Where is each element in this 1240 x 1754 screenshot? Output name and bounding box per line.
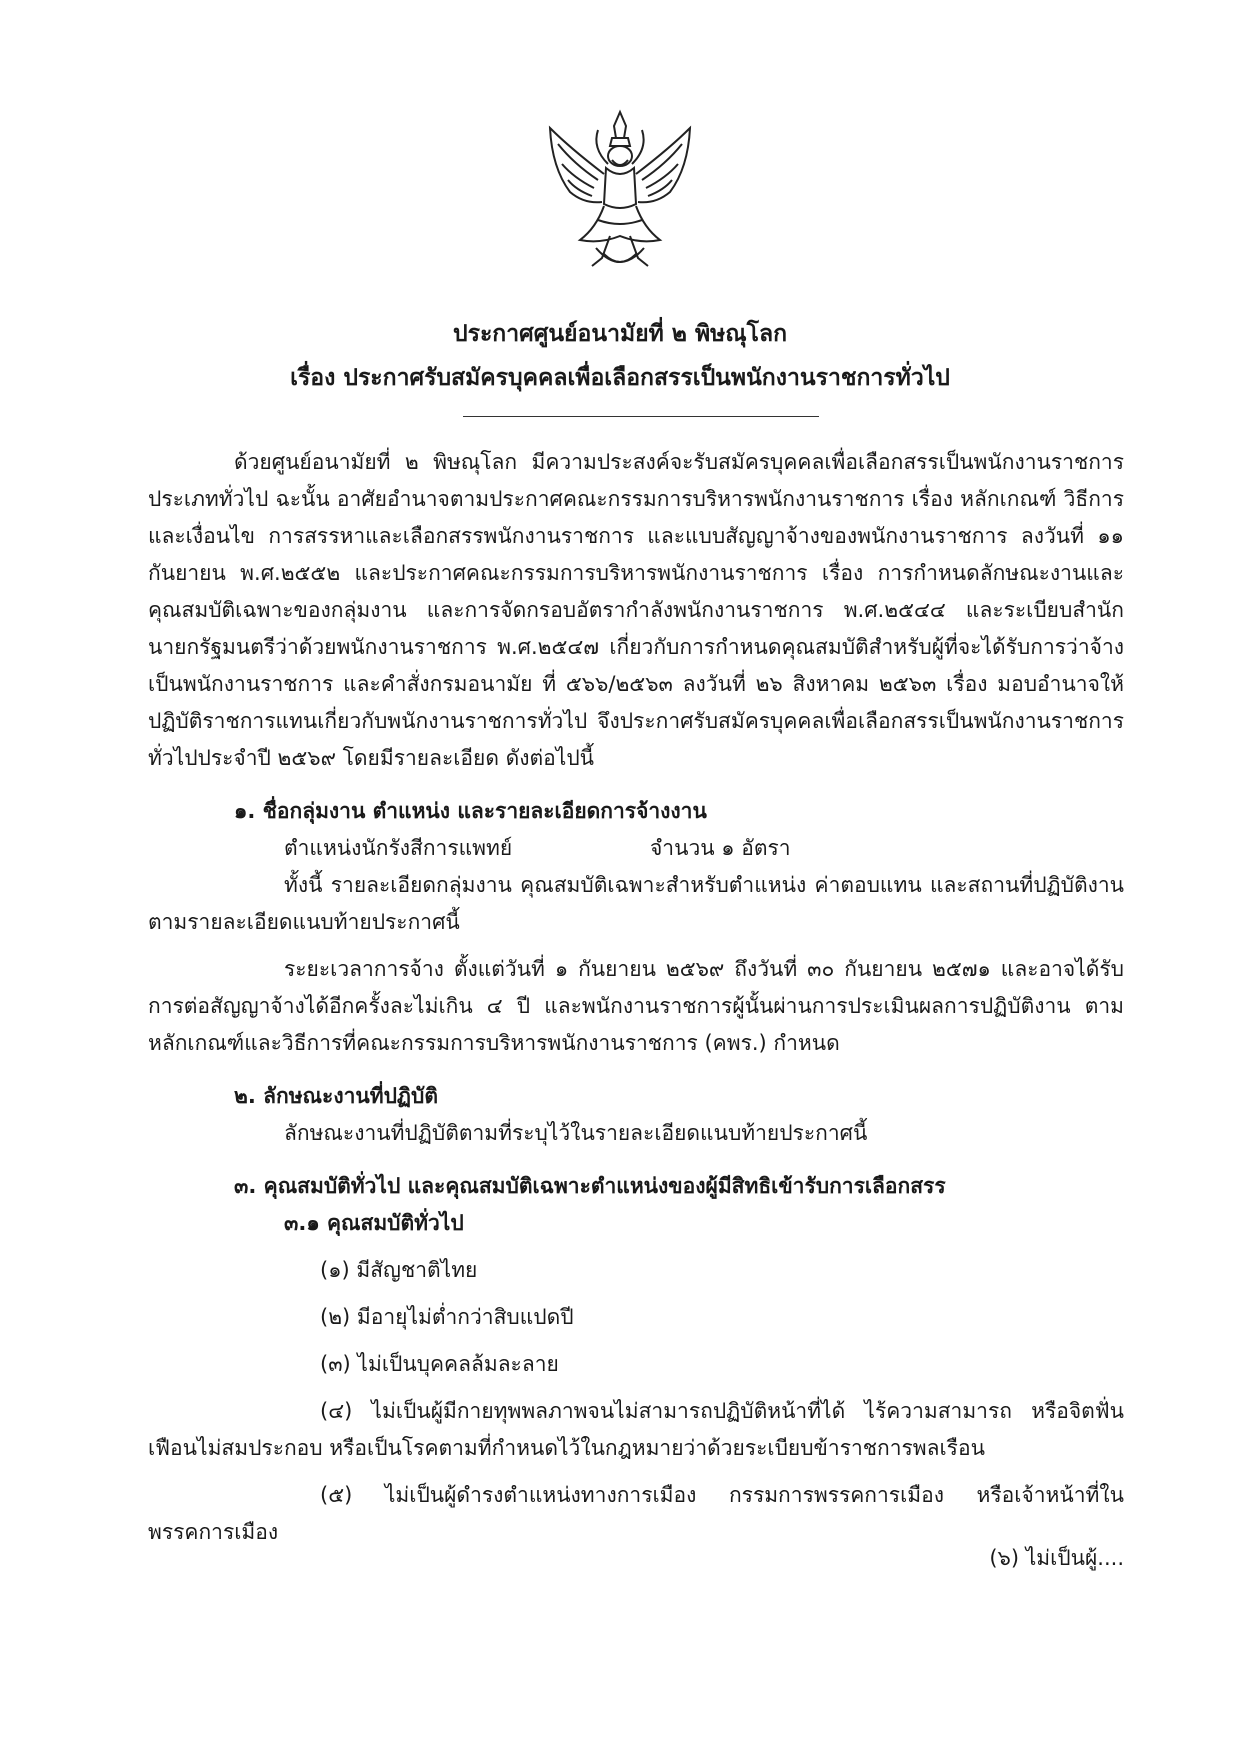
announcement-title <box>0 312 1240 400</box>
page-continuation: (๖) ไม่เป็นผู้.... <box>989 1546 1124 1570</box>
title-line-2: เรื่อง ประกาศรับสมัครบุคคลเพื่อเลือกสรรเป็นพนักงานราชการทั่วไป <box>290 365 950 391</box>
qualification-item: (๔) ไม่เป็นผู้มีกายทุพพลภาพจนไม่สามารถปฏิบัติหน้าที่ได้ ไร้ความสามารถ หรือจิตฟั่นเฟือนไม่สมประกอบ หรือเป็นโรคตามที่กำหนดไว้ในกฎหมายว่าด้วยระเบียบข้าราชการพลเรือน <box>148 1399 1124 1460</box>
section-2-text: ลักษณะงานที่ปฏิบัติตามที่ระบุไว้ในรายละเอียดแนบท้ายประกาศนี้ <box>284 1121 868 1145</box>
qualification-item: (๓) ไม่เป็นบุคคลล้มละลาย <box>320 1352 559 1376</box>
section-1-heading: ๑. ชื่อกลุ่มงาน ตำแหน่ง และรายละเอียดการจ้างงาน <box>234 799 707 823</box>
qualification-item: (๑) มีสัญชาติไทย <box>320 1258 478 1282</box>
position-quota: จำนวน ๑ อัตรา <box>650 836 791 860</box>
title-line-1: ประกาศศูนย์อนามัยที่ ๒ พิษณุโลก <box>452 321 787 347</box>
section-1-period: ระยะเวลาการจ้าง ตั้งแต่วันที่ ๑ กันยายน ๒๕๖๙ ถึงวันที่ ๓๐ กันยายน ๒๕๗๑ และอาจได้รับการต่อสัญญาจ้างได้อีกครั้งละไม่เกิน ๔ ปี และพนักงานราชการผู้นั้นผ่านการประเมินผลการปฏิบัติงาน ตามหลักเกณฑ์และวิธีการที่คณะกรรมการบริหารพนักงานราชการ (คพร.) กำหนด <box>148 957 1124 1055</box>
title-divider <box>463 416 819 417</box>
position-row <box>148 830 1124 867</box>
intro-paragraph: ด้วยศูนย์อนามัยที่ ๒ พิษณุโลก มีความประสงค์จะรับสมัครบุคคลเพื่อเลือกสรรเป็นพนักงานราชการประเภททั่วไป ฉะนั้น อาศัยอำนาจตามประกาศคณะกรรมการบริหารพนักงานราชการ เรื่อง หลักเกณฑ์ วิธีการ และเงื่อนไข การสรรหาและเลือกสรรพนักงานราชการ และแบบสัญญาจ้างของพนักงานราชการ ลงวันที่ ๑๑ กันยายน พ.ศ.๒๕๕๒ และประกาศคณะกรรมการบริหารพนักงานราชการ เรื่อง การกำหนดลักษณะงานและคุณสมบัติเฉพาะของกลุ่มงาน และการจัดกรอบอัตรากำลังพนักงานราชการ พ.ศ.๒๕๔๔ และระเบียบสำนักนายกรัฐมนตรีว่าด้วยพนักงานราชการ พ.ศ.๒๕๔๗ เกี่ยวกับการกำหนดคุณสมบัติสำหรับผู้ที่จะได้รับการว่าจ้างเป็นพนักงานราชการ และคำสั่งกรมอนามัย ที่ ๕๖๖/๒๕๖๓ ลงวันที่ ๒๖ สิงหาคม ๒๕๖๓ เรื่อง มอบอำนาจให้ปฏิบัติราชการแทนเกี่ยวกับพนักงานราชการทั่วไป จึงประกาศรับสมัครบุคคลเพื่อเลือกสรรเป็นพนักงานราชการทั่วไปประจำปี ๒๕๖๙ โดยมีรายละเอียด ดังต่อไปนี้ <box>148 450 1124 770</box>
section-2-heading: ๒. ลักษณะงานที่ปฏิบัติ <box>234 1084 438 1108</box>
position-title: ตำแหน่งนักรังสีการแพทย์ <box>284 836 513 860</box>
section-3-heading: ๓. คุณสมบัติทั่วไป และคุณสมบัติเฉพาะตำแหน่งของผู้มีสิทธิเข้ารับการเลือกสรร <box>234 1174 946 1198</box>
qualification-item: (๕) ไม่เป็นผู้ดำรงตำแหน่งทางการเมือง กรรมการพรรคการเมือง หรือเจ้าหน้าที่ในพรรคการเมือง <box>148 1483 1124 1544</box>
qualification-item: (๒) มีอายุไม่ต่ำกว่าสิบแปดปี <box>320 1305 574 1329</box>
garuda-emblem-icon <box>540 108 700 276</box>
section-3-1-heading: ๓.๑ คุณสมบัติทั่วไป <box>284 1211 464 1235</box>
section-1-detail: ทั้งนี้ รายละเอียดกลุ่มงาน คุณสมบัติเฉพาะสำหรับตำแหน่ง ค่าตอบแทน และสถานที่ปฏิบัติงานตามรายละเอียดแนบท้ายประกาศนี้ <box>148 873 1124 934</box>
document-body <box>148 444 1124 1551</box>
